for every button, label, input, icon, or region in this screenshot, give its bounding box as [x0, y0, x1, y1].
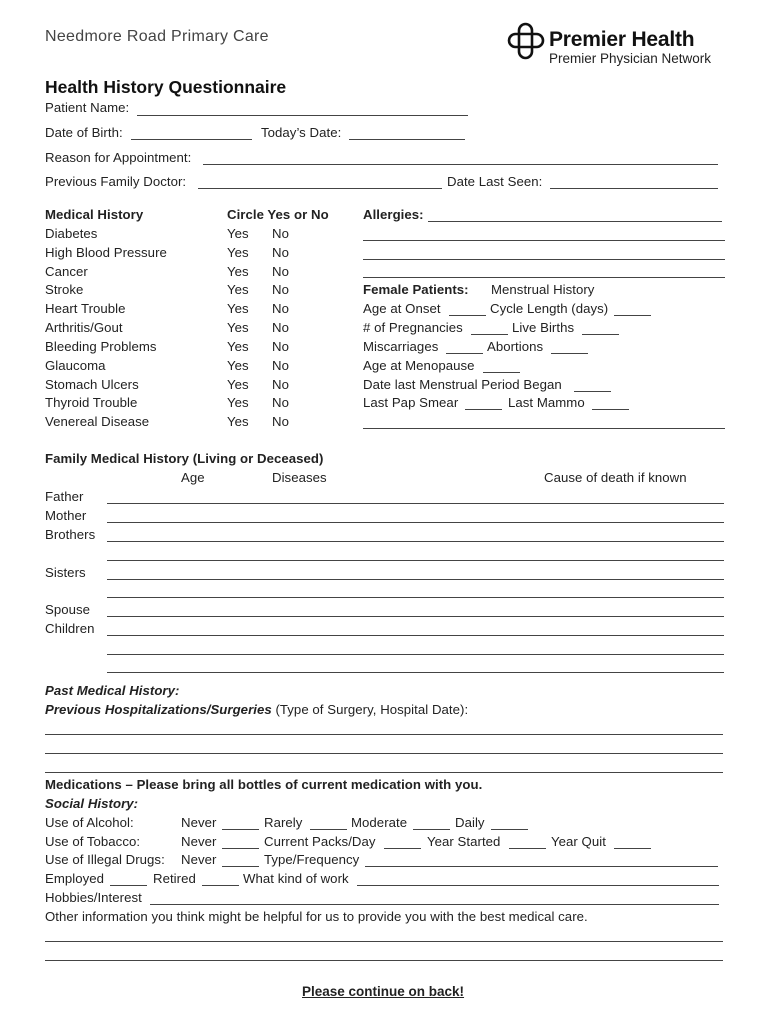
hospitalizations-note: (Type of Surgery, Hospital Date): [275, 702, 469, 717]
tobacco-label: Use of Tobacco: [45, 834, 141, 849]
condition-label: Venereal Disease [45, 414, 150, 429]
year-started-field[interactable] [509, 848, 546, 849]
employed-field[interactable] [110, 885, 147, 886]
children-field-extra[interactable] [107, 654, 724, 655]
condition-label: Stroke [45, 282, 84, 297]
live-births-label: Live Births [512, 320, 575, 335]
age-column-header: Age [181, 470, 205, 485]
todays-date-field[interactable] [349, 139, 465, 140]
no-option[interactable]: No [272, 282, 289, 297]
menstrual-history-label: Menstrual History [491, 282, 595, 297]
illegal-drugs-label: Use of Illegal Drugs: [45, 852, 165, 867]
other-info-line[interactable] [45, 941, 723, 942]
social-history-heading: Social History: [45, 796, 139, 811]
female-patients-heading: Female Patients: [363, 282, 469, 297]
year-started-label: Year Started [427, 834, 501, 849]
retired-field[interactable] [202, 885, 239, 886]
type-frequency-label: Type/Frequency [264, 852, 360, 867]
prev-doctor-label: Previous Family Doctor: [45, 174, 187, 189]
yes-option[interactable]: Yes [227, 339, 249, 354]
date-last-seen-label: Date Last Seen: [447, 174, 543, 189]
packs-per-day-field[interactable] [384, 848, 421, 849]
children-field-extra[interactable] [107, 672, 724, 673]
condition-label: Glaucoma [45, 358, 106, 373]
brothers-field[interactable] [107, 541, 724, 542]
prev-doctor-field[interactable] [198, 188, 442, 189]
brand-name: Premier Health [549, 28, 695, 51]
medications-label: Medications – Please bring all bottles of current medication with you. [45, 777, 483, 792]
dob-field[interactable] [131, 139, 252, 140]
last-mammo-field[interactable] [592, 409, 629, 410]
children-field[interactable] [107, 635, 724, 636]
cycle-length-field[interactable] [614, 315, 651, 316]
female-extra-line[interactable] [363, 428, 725, 429]
alcohol-never-field[interactable] [222, 829, 259, 830]
last-mammo-label: Last Mammo [508, 395, 585, 410]
yes-option[interactable]: Yes [227, 264, 249, 279]
past-medical-history-heading: Past Medical History: [45, 683, 180, 698]
no-option[interactable]: No [272, 377, 289, 392]
retired-label: Retired [153, 871, 196, 886]
abortions-label: Abortions [487, 339, 544, 354]
drugs-never-field[interactable] [222, 866, 259, 867]
no-option[interactable]: No [272, 339, 289, 354]
condition-label: Cancer [45, 264, 88, 279]
hospitalizations-line[interactable] [45, 772, 723, 773]
sisters-field[interactable] [107, 579, 724, 580]
yes-option[interactable]: Yes [227, 320, 249, 335]
other-info-line[interactable] [45, 960, 723, 961]
year-quit-label: Year Quit [551, 834, 606, 849]
todays-date-label: Today’s Date: [261, 125, 342, 140]
yes-option[interactable]: Yes [227, 245, 249, 260]
father-field[interactable] [107, 503, 724, 504]
no-option[interactable]: No [272, 395, 289, 410]
alcohol-daily-field[interactable] [491, 829, 528, 830]
condition-label: Bleeding Problems [45, 339, 157, 354]
date-last-seen-field[interactable] [550, 188, 718, 189]
reason-field[interactable] [203, 164, 718, 165]
spouse-label: Spouse [45, 602, 91, 617]
tobacco-never-label: Never [181, 834, 217, 849]
no-option[interactable]: No [272, 320, 289, 335]
allergies-line[interactable] [363, 259, 725, 260]
yes-option[interactable]: Yes [227, 226, 249, 241]
no-option[interactable]: No [272, 414, 289, 429]
kind-of-work-field[interactable] [357, 885, 719, 886]
mother-label: Mother [45, 508, 87, 523]
reason-label: Reason for Appointment: [45, 150, 192, 165]
drugs-never-label: Never [181, 852, 217, 867]
hospitalizations-label: Previous Hospitalizations/Surgeries [45, 702, 272, 717]
pregnancies-field[interactable] [471, 334, 508, 335]
condition-label: Arthritis/Gout [45, 320, 123, 335]
sisters-field-extra[interactable] [107, 597, 724, 598]
condition-label: Heart Trouble [45, 301, 126, 316]
circle-yes-no-heading: Circle Yes or No [227, 207, 329, 222]
miscarriages-label: Miscarriages [363, 339, 439, 354]
condition-label: Thyroid Trouble [45, 395, 138, 410]
brothers-field-extra[interactable] [107, 560, 724, 561]
yes-option[interactable]: Yes [227, 377, 249, 392]
last-period-field[interactable] [574, 391, 611, 392]
sisters-label: Sisters [45, 565, 86, 580]
continue-on-back-note: Please continue on back! [302, 984, 465, 999]
last-period-label: Date last Menstrual Period Began [363, 377, 562, 392]
employed-label: Employed [45, 871, 105, 886]
no-option[interactable]: No [272, 226, 289, 241]
age-onset-field[interactable] [449, 315, 486, 316]
cause-column-header: Cause of death if known [544, 470, 687, 485]
alcohol-never-label: Never [181, 815, 217, 830]
alcohol-daily-label: Daily [455, 815, 485, 830]
condition-label: High Blood Pressure [45, 245, 167, 260]
no-option[interactable]: No [272, 358, 289, 373]
no-option[interactable]: No [272, 264, 289, 279]
alcohol-moderate-label: Moderate [351, 815, 408, 830]
menopause-label: Age at Menopause [363, 358, 475, 373]
alcohol-moderate-field[interactable] [413, 829, 450, 830]
condition-label: Diabetes [45, 226, 98, 241]
type-frequency-field[interactable] [365, 866, 718, 867]
hobbies-label: Hobbies/Interest [45, 890, 142, 905]
practice-name: Needmore Road Primary Care [45, 28, 269, 45]
patient-name-field[interactable] [137, 115, 468, 116]
other-info-label: Other information you think might be helpful for us to provide you with the best medical care. [45, 909, 588, 924]
menopause-field[interactable] [483, 372, 520, 373]
spouse-field[interactable] [107, 616, 724, 617]
no-option[interactable]: No [272, 245, 289, 260]
abortions-field[interactable] [551, 353, 588, 354]
yes-option[interactable]: Yes [227, 282, 249, 297]
alcohol-rarely-label: Rarely [264, 815, 303, 830]
diseases-column-header: Diseases [272, 470, 327, 485]
year-quit-field[interactable] [614, 848, 651, 849]
miscarriages-field[interactable] [446, 353, 483, 354]
last-pap-label: Last Pap Smear [363, 395, 459, 410]
medical-history-heading: Medical History [45, 207, 144, 222]
brothers-label: Brothers [45, 527, 96, 542]
alcohol-label: Use of Alcohol: [45, 815, 134, 830]
last-pap-field[interactable] [465, 409, 502, 410]
condition-label: Stomach Ulcers [45, 377, 139, 392]
cycle-length-label: Cycle Length (days) [490, 301, 609, 316]
hospitalizations-line[interactable] [45, 753, 723, 754]
hobbies-field[interactable] [150, 904, 719, 905]
allergies-field[interactable] [428, 221, 722, 222]
dob-label: Date of Birth: [45, 125, 123, 140]
tobacco-never-field[interactable] [222, 848, 259, 849]
children-label: Children [45, 621, 95, 636]
mother-field[interactable] [107, 522, 724, 523]
form-title: Health History Questionnaire [45, 77, 287, 97]
kind-of-work-label: What kind of work [243, 871, 349, 886]
father-label: Father [45, 489, 84, 504]
yes-option[interactable]: Yes [227, 395, 249, 410]
pregnancies-label: # of Pregnancies [363, 320, 463, 335]
allergies-label: Allergies: [363, 207, 424, 222]
yes-option[interactable]: Yes [227, 301, 249, 316]
live-births-field[interactable] [582, 334, 619, 335]
hospitalizations-line[interactable] [45, 734, 723, 735]
premier-health-logo-icon [507, 22, 545, 60]
yes-option[interactable]: Yes [227, 358, 249, 373]
age-onset-label: Age at Onset [363, 301, 441, 316]
alcohol-rarely-field[interactable] [310, 829, 347, 830]
brand-subtitle: Premier Physician Network [549, 51, 712, 66]
family-history-heading: Family Medical History (Living or Deceased) [45, 451, 324, 466]
patient-name-label: Patient Name: [45, 100, 130, 115]
yes-option[interactable]: Yes [227, 414, 249, 429]
no-option[interactable]: No [272, 301, 289, 316]
allergies-line[interactable] [363, 240, 725, 241]
packs-per-day-label: Current Packs/Day [264, 834, 376, 849]
allergies-line[interactable] [363, 277, 725, 278]
